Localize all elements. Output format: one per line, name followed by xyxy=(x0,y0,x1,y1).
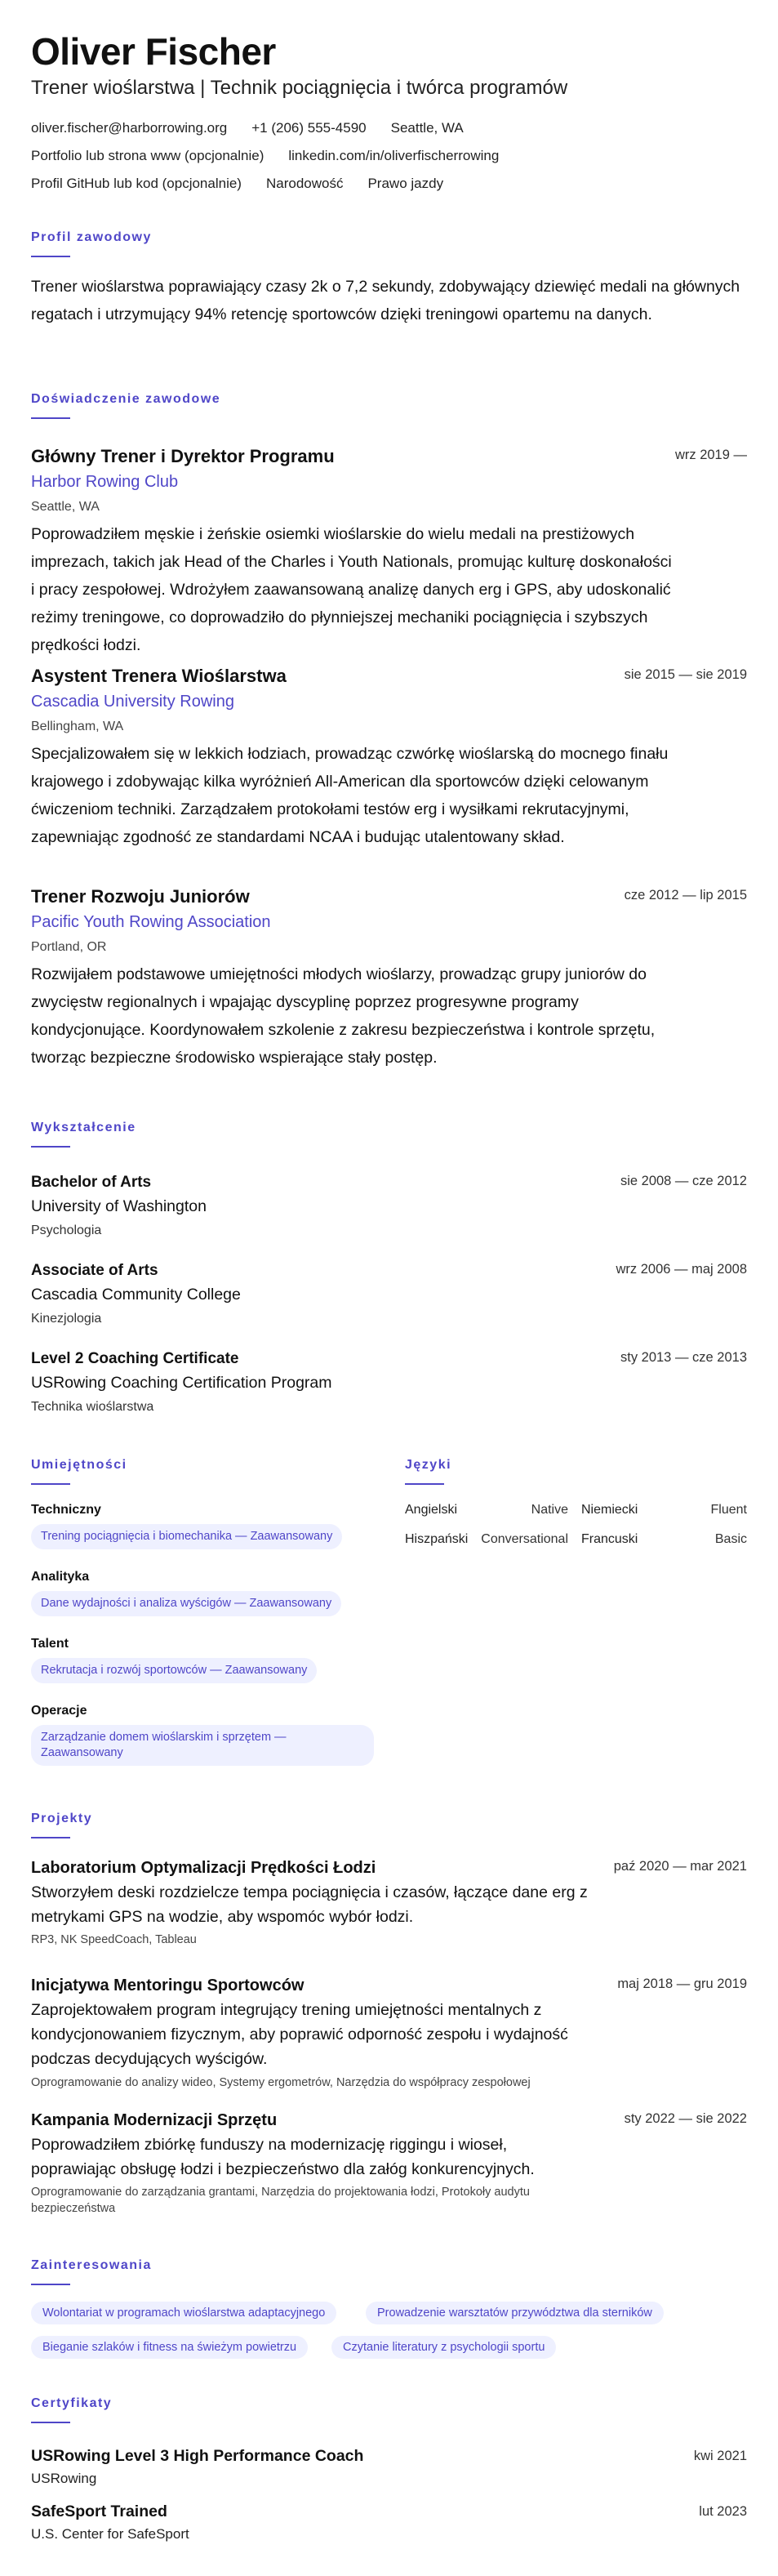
interest-chip: Bieganie szlaków i fitness na świeżym powietrzu xyxy=(31,2336,308,2359)
linkedin-link[interactable]: linkedin.com/in/oliverfischerrowing xyxy=(288,148,500,163)
project-description: Poprowadziłem zbiórkę funduszy na modernizację riggingu i wioseł, poprawiając obsługę łodzi i bezpieczeństwo dla załóg konkurencyjnych. xyxy=(31,2136,535,2178)
job-dates: cze 2012 — lip 2015 xyxy=(624,888,747,902)
section-divider xyxy=(31,2422,70,2423)
skill-category: Analityka xyxy=(31,1570,90,1584)
education-school: Cascadia Community College xyxy=(31,1286,241,1304)
candidate-title: Trener wioślarstwa | Technik pociągnięcia i twórca programów xyxy=(31,77,568,99)
project-dates: sty 2022 — sie 2022 xyxy=(624,2111,747,2126)
interest-chip: Wolontariat w programach wioślarstwa adaptacyjnego xyxy=(31,2302,336,2324)
language-name: Francuski xyxy=(581,1532,638,1546)
profile-summary: Trener wioślarstwa poprawiający czasy 2k o 7,2 sekundy, zdobywający dziewięć medali na głównych regatach i utrzymujący 94% retencję sportowców dzięki treningowi opartemu na danych. xyxy=(31,278,740,323)
skill-category: Techniczny xyxy=(31,1503,101,1517)
project-title: Kampania Modernizacji Sprzętu xyxy=(31,2111,278,2129)
job-description: Rozwijałem podstawowe umiejętności młodych wioślarzy, prowadząc grupy juniorów do zwycięstw regionalnych i wpajając dyscyplinę poprzez progresywne programy kondycjonujące. Koordynowałem szkolenie z zakresu bezpieczeństwa i kontrole sprzętu, tworząc bezpieczne środowisko wspierające stały postęp. xyxy=(31,965,656,1067)
section-heading-certifications: Certyfikaty xyxy=(31,2396,113,2410)
section-divider xyxy=(31,417,70,419)
skill-chip: Zarządzanie domem wioślarskim i sprzętem — Zaawansowany xyxy=(31,1725,374,1766)
education-dates: sie 2008 — cze 2012 xyxy=(620,1174,747,1188)
certification-org: U.S. Center for SafeSport xyxy=(31,2526,189,2542)
skill-chip: Dane wydajności i analiza wyścigów — Zaawansowany xyxy=(31,1591,341,1616)
job-location: Seattle, WA xyxy=(31,500,100,514)
nationality: Narodowość xyxy=(265,176,344,191)
language-name: Angielski xyxy=(405,1503,458,1517)
section-heading-skills: Umiejętności xyxy=(31,1458,127,1472)
education-dates: sty 2013 — cze 2013 xyxy=(620,1350,747,1365)
job-company[interactable]: Pacific Youth Rowing Association xyxy=(31,913,271,931)
education-degree: Associate of Arts xyxy=(31,1262,158,1279)
certification-org: USRowing xyxy=(31,2471,97,2486)
job-company[interactable]: Harbor Rowing Club xyxy=(31,473,179,491)
job-location: Bellingham, WA xyxy=(31,720,124,733)
education-school: USRowing Coaching Certification Program xyxy=(31,1374,332,1392)
job-dates: wrz 2019 — xyxy=(674,448,747,462)
job-location: Portland, OR xyxy=(31,940,107,954)
section-divider xyxy=(31,1146,70,1148)
project-tech: Oprogramowanie do analizy wideo, Systemy ergometrów, Narzędzia do współpracy zespołowej xyxy=(31,2076,531,2089)
phone-number[interactable]: +1 (206) 555-4590 xyxy=(251,120,367,136)
education-degree: Bachelor of Arts xyxy=(31,1174,152,1191)
contact-row-3 xyxy=(31,176,468,192)
certification-date: kwi 2021 xyxy=(693,2449,747,2463)
section-divider xyxy=(31,2284,70,2285)
project-dates: maj 2018 — gru 2019 xyxy=(617,1977,747,1991)
section-divider xyxy=(31,256,70,257)
portfolio-link[interactable]: Portfolio lub strona www (opcjonalnie) xyxy=(31,148,265,163)
job-description: Poprowadziłem męskie i żeńskie osiemki wioślarskie do wielu medali na prestiżowych imprezach, takich jak Head of the Charles i Youth Nationals, promując kulturę doskonałości i pracy zespołowej. Wdrożyłem zaawansowaną analizę danych erg i GPS, aby udoskonalić reżimy treningowe, co doprowadziło do płynniejszej mechaniki pociągnięcia i szybszych prędkości łodzi. xyxy=(31,525,672,654)
section-divider xyxy=(31,1837,70,1838)
job-company[interactable]: Cascadia University Rowing xyxy=(31,693,234,711)
certification-name: SafeSport Trained xyxy=(31,2502,167,2520)
education-dates: wrz 2006 — maj 2008 xyxy=(616,1262,747,1277)
candidate-name: Oliver Fischer xyxy=(31,30,276,73)
section-heading-experience: Doświadczenie zawodowe xyxy=(31,392,221,406)
education-field: Psychologia xyxy=(31,1223,102,1237)
language-level: Native xyxy=(531,1503,568,1517)
section-heading-profile: Profil zawodowy xyxy=(31,230,152,244)
driving-license: Prawo jazdy xyxy=(367,176,444,191)
project-dates: paź 2020 — mar 2021 xyxy=(613,1859,747,1874)
section-heading-projects: Projekty xyxy=(31,1812,93,1825)
certification-date: lut 2023 xyxy=(699,2504,747,2519)
section-heading-interests: Zainteresowania xyxy=(31,2258,152,2272)
language-name: Hiszpański xyxy=(405,1532,469,1546)
project-description: Stworzyłem deski rozdzielcze tempa pociągnięcia i czasów, łączące dane erg z metrykami GPS na wodzie, aby wspomóc wybór łodzi. xyxy=(31,1883,588,1926)
skill-category: Operacje xyxy=(31,1704,87,1718)
contact-row-1 xyxy=(31,120,488,136)
contact-row-2 xyxy=(31,148,523,164)
job-description: Specjalizowałem się w lekkich łodziach, prowadząc czwórkę wioślarską do mocnego finału krajowego i zdobywając kilka wyróżnień All-American dla sportowców dzięki celowanym ćwiczeniom techniki. Zarządzałem protokołami testów erg i wysiłkami rekrutacyjnymi, zapewniając zgodność ze standardami NCAA i budując utalentowany skład. xyxy=(31,745,669,846)
project-title: Laboratorium Optymalizacji Prędkości Łodzi xyxy=(31,1859,376,1877)
project-title: Inicjatywa Mentoringu Sportowców xyxy=(31,1977,305,1994)
email-link[interactable]: oliver.fischer@harborrowing.org xyxy=(31,120,228,136)
language-level: Fluent xyxy=(710,1503,747,1517)
skill-chip: Trening pociągnięcia i biomechanika — Zaawansowany xyxy=(31,1524,342,1549)
education-field: Technika wioślarstwa xyxy=(31,1400,154,1414)
section-heading-languages: Języki xyxy=(405,1458,452,1472)
language-name: Niemiecki xyxy=(581,1503,638,1517)
section-divider xyxy=(31,1483,70,1485)
github-link[interactable]: Profil GitHub lub kod (opcjonalnie) xyxy=(31,176,242,191)
job-title: Główny Trener i Dyrektor Programu xyxy=(31,446,335,466)
project-tech: RP3, NK SpeedCoach, Tableau xyxy=(31,1933,197,1946)
skill-chip: Rekrutacja i rozwój sportowców — Zaawansowany xyxy=(31,1658,317,1683)
certification-name: USRowing Level 3 High Performance Coach xyxy=(31,2447,364,2465)
project-tech: Oprogramowanie do zarządzania grantami, Narzędzia do projektowania łodzi, Protokoły audytu bezpieczeństwa xyxy=(31,2186,530,2215)
language-level: Basic xyxy=(714,1532,747,1546)
job-title: Trener Rozwoju Juniorów xyxy=(31,886,250,907)
education-field: Kinezjologia xyxy=(31,1312,102,1326)
section-divider xyxy=(405,1483,444,1485)
location: Seattle, WA xyxy=(390,120,464,136)
language-level: Conversational xyxy=(481,1532,568,1546)
interest-chip: Prowadzenie warsztatów przywództwa dla sterników xyxy=(366,2302,664,2324)
project-description: Zaprojektowałem program integrujący trening umiejętności mentalnych z kondycjonowaniem fizycznym, aby poprawić odporność zespołu i wydajność podczas decydujących wyścigów. xyxy=(31,2001,568,2068)
education-degree: Level 2 Coaching Certificate xyxy=(31,1350,239,1367)
section-heading-education: Wykształcenie xyxy=(31,1121,136,1134)
education-school: University of Washington xyxy=(31,1197,207,1215)
skill-category: Talent xyxy=(31,1637,69,1651)
interest-chip: Czytanie literatury z psychologii sportu xyxy=(331,2336,556,2359)
job-title: Asystent Trenera Wioślarstwa xyxy=(31,666,287,686)
job-dates: sie 2015 — sie 2019 xyxy=(624,667,747,682)
